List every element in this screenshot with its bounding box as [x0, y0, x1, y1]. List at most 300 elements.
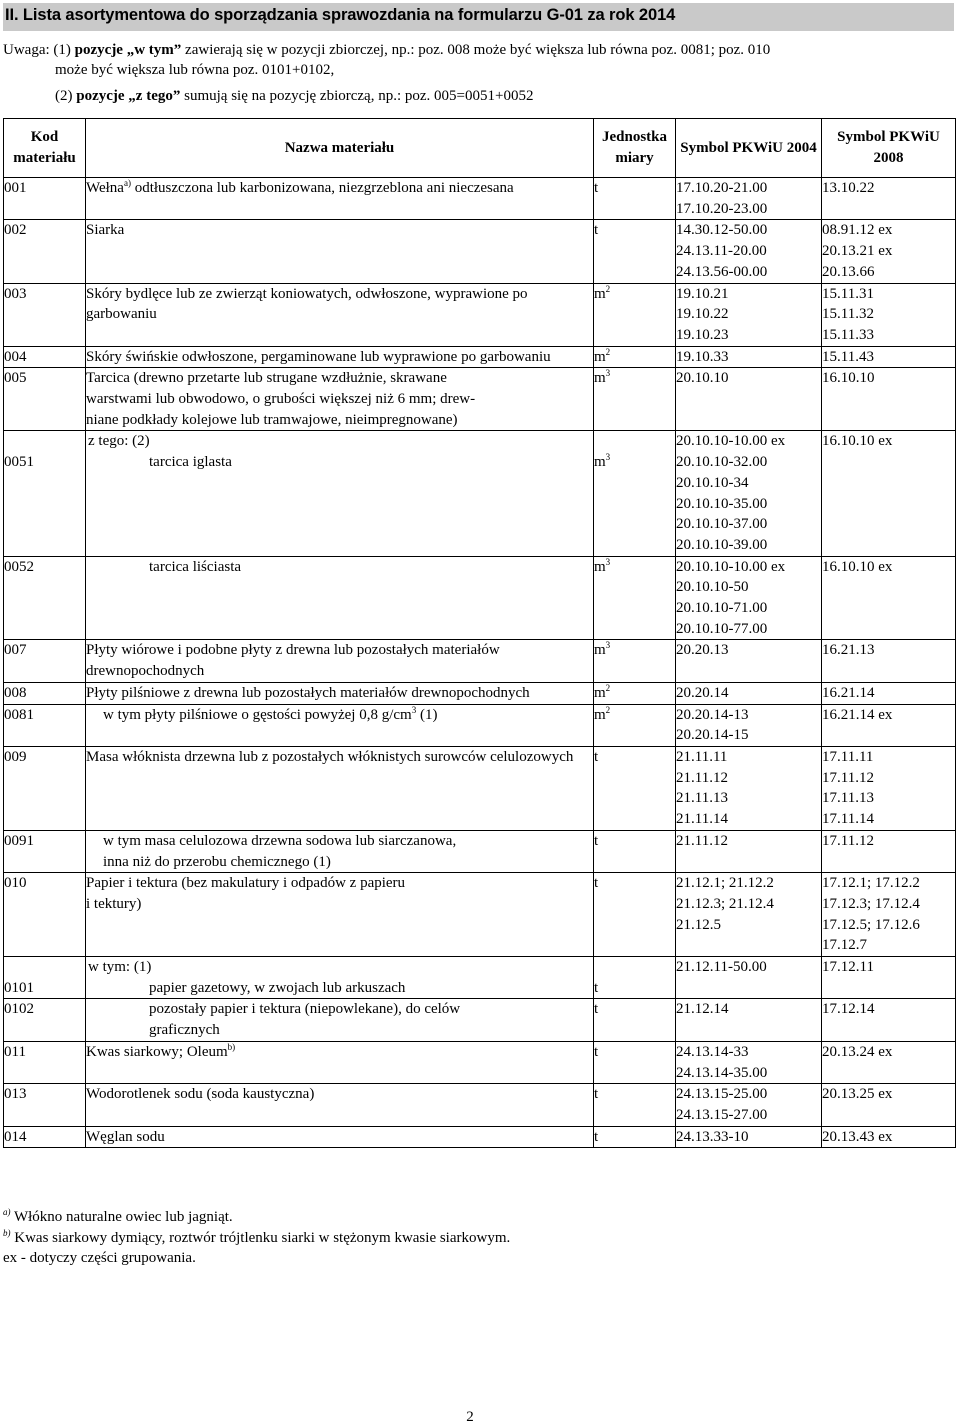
pkwiu-2008-code: 16.21.13: [822, 642, 875, 659]
cell-pkwiu-2008: [822, 1041, 956, 1083]
cell-jednostka: [594, 873, 676, 957]
material-code: 005: [4, 370, 27, 387]
note-2-text: sumują się na pozycję zbiorczą, np.: poz. 005=0051+0052: [180, 88, 534, 104]
pkwiu-2008-code: 15.11.43: [822, 348, 874, 365]
pkwiu-2004-code: 20.10.10-39.00: [676, 536, 768, 553]
table-row: [4, 220, 956, 283]
unit: [594, 220, 675, 241]
material-code: 0052: [4, 558, 34, 575]
cell-kod: [4, 431, 86, 556]
pkwiu-2004-code: 20.20.13: [676, 642, 729, 659]
row-spacer: [4, 431, 85, 452]
header-nazwa: Nazwa materiału: [86, 119, 594, 178]
material-name-rest: odtłuszczona lub karbonizowana, niezgrzeblona ani nieczesana: [130, 180, 514, 196]
cell-jednostka: [594, 346, 676, 368]
usage-note: [3, 40, 953, 106]
cell-kod: [4, 556, 86, 640]
pkwiu-2008-code: 17.11.12: [822, 769, 874, 786]
table-row: [4, 999, 956, 1041]
cell-pkwiu-2004: [676, 431, 822, 556]
cell-pkwiu-2004: [676, 704, 822, 746]
pkwiu-2004-code: 20.10.10-34: [676, 474, 749, 491]
pkwiu-2004-code: 19.10.23: [676, 326, 729, 343]
table-row: [4, 873, 956, 957]
unit-text: m: [594, 706, 606, 723]
material-name: [86, 1129, 165, 1145]
pkwiu-2004-code: 20.10.10-37.00: [676, 516, 768, 533]
material-code: 011: [4, 1043, 26, 1060]
material-name-line: pozostały papier i tektura (niepowlekane), do celów: [149, 1001, 461, 1018]
material-name: [86, 685, 530, 701]
unit-text: t: [594, 748, 599, 765]
cell-pkwiu-2004: [676, 220, 822, 283]
footnote-a-mark: a): [3, 1207, 11, 1217]
unit-text: t: [594, 832, 599, 849]
material-code: 0102: [4, 1001, 34, 1018]
material-name-text: Płyty wiórowe i podobne płyty z drewna lub pozostałych materiałów drewnopochodnych: [86, 642, 500, 680]
unit-exponent: 2: [605, 682, 611, 693]
note-2-bold: pozycje „z tego”: [76, 88, 181, 104]
unit-exponent: 3: [605, 556, 611, 567]
note-prefix: Uwaga:: [3, 42, 50, 58]
pkwiu-2008-code: 13.10.22: [822, 180, 875, 196]
material-name: [86, 749, 573, 765]
cell-kod: [4, 830, 86, 872]
table-row: [4, 368, 956, 431]
materials-table: [3, 118, 956, 1148]
cell-nazwa: [86, 556, 594, 640]
material-name-text: Wełna: [86, 180, 124, 196]
unit: [594, 1127, 675, 1148]
cell-nazwa: [86, 431, 594, 556]
unit: [594, 178, 675, 199]
unit-text: m: [594, 370, 606, 387]
pkwiu-2008-code: 17.12.1; 17.12.2: [822, 875, 920, 892]
pkwiu-2008-code: 20.13.21 ex: [822, 243, 893, 260]
unit-exponent: 2: [605, 346, 611, 357]
pkwiu-2004-code: 20.10.10-77.00: [676, 620, 768, 637]
cell-kod: [4, 1084, 86, 1126]
table-row: [4, 283, 956, 346]
table-row: [4, 1084, 956, 1126]
footnote-a: [3, 1207, 510, 1228]
note-2-number: (2): [55, 88, 73, 104]
cell-pkwiu-2004: [676, 746, 822, 830]
cell-jednostka: [594, 1084, 676, 1126]
cell-jednostka: [594, 682, 676, 704]
material-code: 014: [4, 1128, 27, 1145]
cell-nazwa: [86, 746, 594, 830]
unit-text: t: [594, 1043, 599, 1060]
material-code: 009: [4, 748, 27, 765]
pkwiu-2008-code: 17.12.3; 17.12.4: [822, 895, 920, 912]
cell-jednostka: [594, 368, 676, 431]
cell-kod: [4, 999, 86, 1041]
pkwiu-2004-code: 21.11.12: [676, 832, 728, 849]
group-prefix: z tego: (2): [88, 433, 150, 450]
cell-pkwiu-2008: [822, 957, 956, 999]
cell-pkwiu-2004: [676, 283, 822, 346]
cell-kod: [4, 704, 86, 746]
pkwiu-2008-code: 17.12.7: [822, 937, 867, 954]
material-code: 001: [4, 180, 27, 196]
material-code: 008: [4, 684, 27, 701]
header-pkwiu-2008: Symbol PKWiU 2008: [822, 119, 956, 178]
material-name-text: Kwas siarkowy; Oleum: [86, 1043, 228, 1060]
unit-exponent: 3: [605, 640, 611, 651]
material-code: 0091: [4, 832, 34, 849]
pkwiu-2004-code: 21.12.11-50.00: [676, 959, 767, 976]
cell-pkwiu-2008: [822, 1084, 956, 1126]
cell-jednostka: [594, 746, 676, 830]
cell-kod: [4, 682, 86, 704]
material-name: [86, 180, 514, 196]
pkwiu-2004-code: 24.13.14-35.00: [676, 1064, 768, 1081]
cell-kod: [4, 957, 86, 999]
pkwiu-2008-code: 15.11.33: [822, 326, 874, 343]
pkwiu-2004-code: 19.10.22: [676, 306, 729, 323]
unit-exponent: 2: [605, 704, 611, 715]
material-name-text: Masa włóknista drzewna lub z pozostałych włóknistych surowców celulozowych: [86, 748, 574, 765]
unit-text: t: [594, 1086, 599, 1103]
note-line-1: [3, 40, 953, 60]
cell-jednostka: [594, 640, 676, 682]
pkwiu-2004-code: 21.11.13: [676, 790, 728, 807]
pkwiu-2008-code: 08.91.12 ex: [822, 222, 893, 239]
pkwiu-2004-code: 20.20.14-15: [676, 727, 749, 744]
material-name-text: tarcica iglasta: [149, 454, 232, 471]
pkwiu-2004-code: 19.10.21: [676, 285, 729, 302]
material-code: 002: [4, 222, 27, 239]
footnote-b-text: Kwas siarkowy dymiący, roztwór trójtlenku siarki w stężonym kwasie siarkowym.: [10, 1229, 511, 1246]
cell-pkwiu-2008: [822, 746, 956, 830]
pkwiu-2004-code: 21.11.12: [676, 769, 728, 786]
cell-kod: [4, 220, 86, 283]
name-superscript: b): [227, 1041, 236, 1052]
unit-text: t: [594, 979, 599, 996]
pkwiu-2008-code: 17.12.5; 17.12.6: [822, 916, 920, 933]
pkwiu-2008-code: 20.13.43 ex: [822, 1128, 893, 1145]
cell-kod: [4, 346, 86, 368]
material-name-text: Skóry świńskie odwłoszone, pergaminowane lub wyprawione po garbowaniu: [86, 348, 551, 365]
cell-nazwa: [86, 957, 594, 999]
material-name-line: graficznych: [149, 1022, 220, 1039]
unit: [594, 1042, 675, 1063]
material-name-text: Skóry bydlęce lub ze zwierząt koniowatych, odwłoszone, wyprawione po garbowaniu: [86, 285, 528, 323]
material-code: 004: [4, 348, 27, 365]
pkwiu-2008-code: 16.21.14: [822, 684, 875, 701]
material-name: [103, 704, 438, 723]
table-row: [4, 704, 956, 746]
unit: [594, 683, 675, 704]
table-row: [4, 346, 956, 368]
unit: [594, 368, 675, 389]
cell-jednostka: [594, 431, 676, 556]
cell-pkwiu-2004: [676, 346, 822, 368]
pkwiu-2008-code: 17.11.14: [822, 811, 874, 828]
cell-pkwiu-2004: [676, 178, 822, 220]
cell-nazwa: [86, 640, 594, 682]
material-code: 0081: [4, 706, 34, 723]
name-superscript: 3: [411, 704, 417, 715]
pkwiu-2004-code: 19.10.33: [676, 348, 729, 365]
material-code: 007: [4, 642, 27, 659]
pkwiu-2004-code: 24.13.33-10: [676, 1128, 749, 1145]
cell-nazwa: [86, 1126, 594, 1148]
cell-jednostka: [594, 1126, 676, 1148]
cell-nazwa: [86, 1084, 594, 1126]
pkwiu-2004-code: 21.12.14: [676, 1001, 729, 1018]
material-name-line: inna niż do przerobu chemicznego (1): [103, 853, 331, 870]
cell-nazwa: [86, 220, 594, 283]
pkwiu-2004-code: 20.10.10-71.00: [676, 600, 768, 617]
pkwiu-2004-code: 24.13.15-25.00: [676, 1086, 768, 1103]
material-name: [149, 559, 241, 575]
cell-pkwiu-2004: [676, 368, 822, 431]
pkwiu-2008-code: 17.11.12: [822, 832, 874, 849]
unit: [594, 705, 675, 726]
header-jednostka: Jednostka miary: [594, 119, 676, 178]
table-row: [4, 746, 956, 830]
cell-kod: [4, 1126, 86, 1148]
cell-pkwiu-2008: [822, 431, 956, 556]
material-name-text: Płyty pilśniowe z drewna lub pozostałych materiałów drewnopochodnych: [86, 684, 530, 701]
cell-pkwiu-2008: [822, 704, 956, 746]
unit: [594, 1084, 675, 1105]
cell-jednostka: [594, 178, 676, 220]
unit: [594, 873, 675, 894]
note-line-3: [3, 86, 953, 106]
cell-pkwiu-2008: [822, 999, 956, 1041]
pkwiu-2004-code: 20.10.10-10.00 ex: [676, 558, 786, 575]
material-name-text: Siarka: [86, 222, 125, 239]
material-name: [86, 1041, 236, 1060]
cell-jednostka: [594, 556, 676, 640]
table-row: [4, 178, 956, 220]
pkwiu-2004-code: 24.13.11-20.00: [676, 243, 767, 260]
cell-pkwiu-2008: [822, 556, 956, 640]
pkwiu-2008-code: 20.13.24 ex: [822, 1043, 893, 1060]
pkwiu-2004-code: 21.12.5: [676, 916, 721, 933]
cell-pkwiu-2008: [822, 283, 956, 346]
table-row: [4, 682, 956, 704]
cell-jednostka: [594, 704, 676, 746]
cell-pkwiu-2008: [822, 1126, 956, 1148]
unit: [594, 284, 675, 305]
pkwiu-2004-code: 24.13.15-27.00: [676, 1106, 768, 1123]
unit: [594, 831, 675, 852]
table-header-row: [4, 119, 956, 178]
pkwiu-2008-code: 16.10.10 ex: [822, 558, 893, 575]
unit-text: m: [594, 558, 606, 575]
pkwiu-2008-code: 15.11.31: [822, 285, 874, 302]
unit: [594, 347, 675, 368]
unit-text: m: [594, 454, 606, 471]
pkwiu-2004-code: 20.10.10-32.00: [676, 454, 768, 471]
cell-pkwiu-2008: [822, 368, 956, 431]
header-kod: Kod materiału: [4, 119, 86, 178]
material-name: [86, 286, 528, 323]
header-pkwiu-2004: Symbol PKWiU 2004: [676, 119, 822, 178]
material-code: 0101: [4, 979, 34, 996]
pkwiu-2004-code: 20.10.10-50: [676, 579, 749, 596]
cell-pkwiu-2008: [822, 346, 956, 368]
cell-pkwiu-2008: [822, 220, 956, 283]
name-superscript: a): [123, 178, 131, 188]
pkwiu-2004-code: 17.10.20-21.00: [676, 180, 768, 196]
material-name-text: Wodorotlenek sodu (soda kaustyczna): [86, 1086, 315, 1103]
footnote-ex: ex - dotyczy części grupowania.: [3, 1250, 196, 1266]
note-1-bold: pozycje „w tym”: [74, 42, 182, 58]
cell-jednostka: [594, 830, 676, 872]
cell-nazwa: [86, 873, 594, 957]
cell-pkwiu-2008: [822, 178, 956, 220]
material-name-text: Węglan sodu: [86, 1128, 165, 1145]
unit-text: m: [594, 348, 606, 365]
footnote-b-mark: b): [3, 1227, 11, 1238]
row-spacer: [594, 957, 675, 978]
cell-pkwiu-2004: [676, 1041, 822, 1083]
cell-pkwiu-2004: [676, 556, 822, 640]
page-number: 2: [466, 1409, 474, 1425]
cell-pkwiu-2008: [822, 682, 956, 704]
unit: [594, 557, 675, 578]
cell-pkwiu-2004: [676, 873, 822, 957]
pkwiu-2004-code: 21.12.1; 21.12.2: [676, 875, 774, 892]
unit-text: t: [594, 1001, 599, 1018]
material-name-line: niane podkłady kolejowe lub tramwajowe, nieimpregnowane): [86, 411, 458, 428]
table-row: [4, 431, 956, 556]
unit: [594, 978, 675, 999]
material-name-line: warstwami lub obwodowo, o grubości większej niż 6 mm; drew-: [86, 391, 476, 408]
material-name: [86, 1086, 314, 1102]
material-name-text: tarcica liściasta: [149, 558, 242, 575]
pkwiu-2004-code: 21.11.11: [676, 748, 728, 765]
cell-jednostka: [594, 283, 676, 346]
material-name: [86, 222, 124, 238]
material-name-line: Papier i tektura (bez makulatury i odpadów z papieru: [86, 875, 406, 892]
pkwiu-2008-code: 16.10.10: [822, 370, 875, 387]
pkwiu-2008-code: 17.11.11: [822, 748, 874, 765]
note-1-number: (1): [53, 42, 71, 58]
pkwiu-2008-code: 17.12.14: [822, 1001, 875, 1018]
footnotes: [3, 1207, 510, 1269]
cell-kod: [4, 873, 86, 957]
row-spacer: [4, 957, 85, 978]
unit-text: m: [594, 684, 606, 701]
pkwiu-2008-code: 20.13.25 ex: [822, 1086, 893, 1103]
group-prefix: w tym: (1): [88, 959, 152, 976]
cell-pkwiu-2008: [822, 640, 956, 682]
cell-jednostka: [594, 957, 676, 999]
table-row: [4, 830, 956, 872]
material-name: [86, 349, 551, 365]
cell-pkwiu-2004: [676, 1084, 822, 1126]
cell-nazwa: [86, 346, 594, 368]
cell-kod: [4, 368, 86, 431]
pkwiu-2008-code: 16.21.14 ex: [822, 706, 893, 723]
page-title: II. Lista asortymentowa do sporządzania sprawozdania na formularzu G-01 za rok 2014: [5, 6, 676, 24]
title-bar: [3, 3, 954, 31]
material-name-text: w tym płyty pilśniowe o gęstości powyżej 0,8 g/cm: [103, 706, 412, 723]
pkwiu-2008-code: 16.10.10 ex: [822, 433, 893, 450]
table-body: [4, 178, 956, 1148]
cell-nazwa: [86, 999, 594, 1041]
cell-pkwiu-2004: [676, 1126, 822, 1148]
cell-kod: [4, 178, 86, 220]
material-name-line: Tarcica (drewno przetarte lub strugane wzdłużnie, skrawane: [86, 370, 447, 387]
cell-pkwiu-2004: [676, 640, 822, 682]
pkwiu-2004-code: 20.10.10-10.00 ex: [676, 433, 786, 450]
pkwiu-2008-code: 15.11.32: [822, 306, 874, 323]
cell-kod: [4, 1041, 86, 1083]
cell-pkwiu-2004: [676, 999, 822, 1041]
footnote-b: [3, 1228, 510, 1249]
pkwiu-2008-code: 20.13.66: [822, 263, 875, 280]
pkwiu-2004-code: 20.10.10-35.00: [676, 495, 768, 512]
pkwiu-2008-code: 17.11.13: [822, 790, 874, 807]
pkwiu-2004-code: 17.10.20-23.00: [676, 200, 768, 217]
unit: [594, 747, 675, 768]
material-name: [86, 642, 500, 679]
table-row: [4, 957, 956, 999]
material-code: 003: [4, 285, 27, 302]
cell-jednostka: [594, 1041, 676, 1083]
cell-nazwa: [86, 1041, 594, 1083]
row-spacer: [594, 431, 675, 452]
note-1-text-a: zawierają się w pozycji zbiorczej, np.: poz. 008 może być większa lub równa poz. 0081; poz. 010: [181, 42, 771, 58]
material-name-text: papier gazetowy, w zwojach lub arkuszach: [149, 979, 406, 996]
table-row: [4, 1041, 956, 1083]
cell-pkwiu-2004: [676, 957, 822, 999]
note-line-2: może być większa lub równa poz. 0101+0102,: [55, 62, 335, 78]
table-row: [4, 1126, 956, 1148]
cell-nazwa: [86, 283, 594, 346]
table-row: [4, 556, 956, 640]
cell-nazwa: [86, 704, 594, 746]
material-code: 0051: [4, 454, 34, 471]
unit-text: t: [594, 875, 599, 892]
pkwiu-2008-code: 17.12.11: [822, 959, 874, 976]
cell-kod: [4, 283, 86, 346]
material-name: [149, 980, 405, 996]
pkwiu-2004-code: 21.12.3; 21.12.4: [676, 895, 774, 912]
unit-text: t: [594, 1128, 599, 1145]
pkwiu-2004-code: 14.30.12-50.00: [676, 222, 768, 239]
unit-exponent: 3: [605, 368, 611, 379]
cell-nazwa: [86, 682, 594, 704]
cell-pkwiu-2008: [822, 873, 956, 957]
cell-nazwa: [86, 178, 594, 220]
material-name-line: w tym masa celulozowa drzewna sodowa lub siarczanowa,: [103, 832, 457, 849]
pkwiu-2004-code: 21.11.14: [676, 811, 728, 828]
unit-text: m: [594, 285, 606, 302]
unit-text: t: [594, 222, 599, 239]
pkwiu-2004-code: 24.13.56-00.00: [676, 263, 768, 280]
unit: [594, 999, 675, 1020]
unit: [594, 452, 675, 473]
material-name-line: i tektury): [86, 895, 142, 912]
cell-jednostka: [594, 220, 676, 283]
unit-text: m: [594, 642, 606, 659]
pkwiu-2004-code: 20.10.10: [676, 370, 729, 387]
unit-exponent: 2: [605, 283, 611, 294]
material-code: 010: [4, 875, 27, 892]
unit-exponent: 3: [605, 452, 611, 463]
pkwiu-2004-code: 24.13.14-33: [676, 1043, 749, 1060]
material-name-rest: (1): [416, 706, 438, 723]
pkwiu-2004-code: 20.20.14-13: [676, 706, 749, 723]
